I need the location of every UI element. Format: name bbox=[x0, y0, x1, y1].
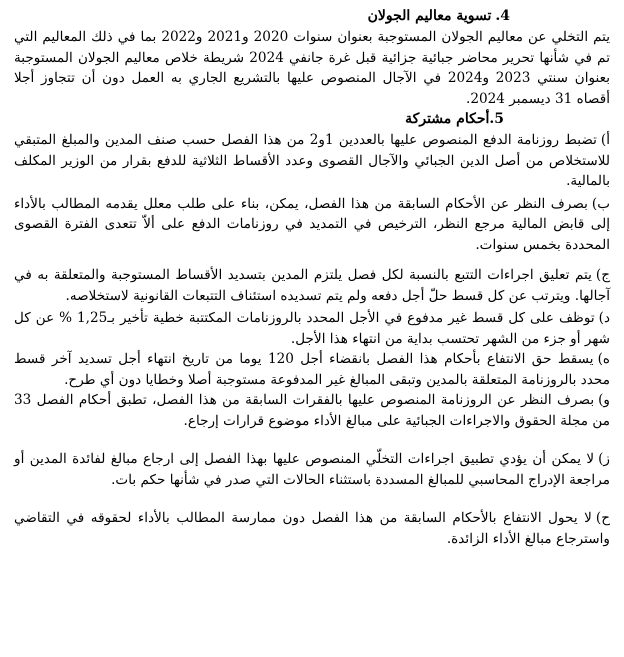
list-item-d bbox=[14, 308, 610, 349]
section-5-title: أحكام مشتركة bbox=[405, 111, 490, 127]
list-item-label: ج) bbox=[595, 267, 610, 283]
list-item-label: ز) bbox=[598, 451, 610, 467]
list-item-h bbox=[14, 508, 610, 549]
list-item-f bbox=[14, 390, 610, 431]
list-item-text: لا يحول الانتفاع بالأحكام السابقة من هذا الفصل دون ممارسة المطالب بالأداء لحقوقه في التقاضي واسترجاع مبالغ الأداء الزائدة. bbox=[14, 510, 610, 547]
list-item-b bbox=[14, 194, 610, 256]
list-item-label: و) bbox=[598, 392, 610, 408]
list-item-text: يتم تعليق اجراءات التتبع بالنسبة لكل فصل يلتزم المدين بتسديد الأقساط المستوجبة والمتعلقة به في آجالها. ويترتب عن كل قسط حلّ أجل دفعه ولم يتم تسديده استئناف التتبعات القانونية لاستخلاصه. bbox=[14, 267, 610, 304]
list-item-label: ه) bbox=[597, 351, 610, 367]
section-4-title: تسوية معاليم الجولان bbox=[367, 8, 492, 24]
list-item-text: لا يمكن أن يؤدي تطبيق اجراءات التخلّي المنصوص عليها بهذا الفصل إلى ارجاع مبالغ لفائدة المدين أو مراجعة الإدراج المحاسبي للمبالغ المسددة باستثناء الحالات التي صدر في شأنها حكم بات. bbox=[14, 451, 610, 488]
list-item-text: بصرف النظر عن الأحكام السابقة من هذا الفصل، يمكن، بناء على طلب معلل يقدمه المطالب بالأداء إلى قابض المالية مرجع النظر، الترخيص في التمديد في روزنامات الدفع على ألاّ تتعدى الفترة القصوى المحددة بخمس سنوات. bbox=[14, 195, 610, 253]
section-5-number: 5. bbox=[489, 111, 504, 127]
section-5-heading bbox=[14, 109, 610, 130]
list-item-text: تضبط روزنامة الدفع المنصوص عليها بالعددين 1و2 من هذا الفصل حسب صنف المدين والمبلغ المتبقي للاستخلاص من أصل الدين الجبائي والآجال القصوى وعدد الأقساط الثلاثية للدفع بقرار من الوزير المكلف بالمالية. bbox=[14, 132, 610, 189]
list-item-label: ح) bbox=[595, 510, 610, 526]
list-item-a bbox=[14, 130, 610, 192]
section-4-heading bbox=[14, 6, 610, 27]
list-item-e bbox=[14, 349, 610, 390]
list-item-text: يسقط حق الانتفاع بأحكام هذا الفصل بانقضاء أجل 120 يوما من تاريخ انتهاء أجل تسديد آخر قسط محدد بالروزنامة المتعلقة بالمدين وتبقى المبالغ غير المدفوعة مستوجبة أصلا وخطايا دون أي طرح. bbox=[14, 351, 610, 388]
list-item-text: بصرف النظر عن الروزنامة المنصوص عليها بالفقرات السابقة من هذا الفصل، تطبق أحكام الفصل 33 من مجلة الحقوق والاجراءات الجبائية على مبالغ الأداء موضوع قرارات إرجاع. bbox=[14, 392, 610, 429]
list-item-label: أ) bbox=[600, 132, 611, 148]
list-item-label: ب) bbox=[591, 195, 610, 212]
list-item-c bbox=[14, 265, 610, 306]
section-4-number: 4. bbox=[495, 8, 510, 24]
section-4-text: يتم التخلي عن معاليم الجولان المستوجبة بعنوان سنوات 2020 و2021 و2022 بما في ذلك المعاليم التي تم في شأنها تحرير محاضر جبائية جزائية قبل غرة جانفي 2024 شريطة خلاص معاليم الجولان المستوجبة بعنوان سنتي 2023 و2024 في الآجال المنصوص عليها بالتشريع الجاري به العمل دون أن تتجاوز أجلا أقصاه 31 ديسمبر 2024. bbox=[14, 29, 611, 107]
list-item-g bbox=[14, 449, 610, 490]
list-item-text: توظف على كل قسط غير مدفوع في الأجل المحدد بالروزنامات المكتتبة خطية تأخير بـ1,25 % عن كل شهر أو جزء من الشهر تحتسب بداية من انتهاء هذا الأجل. bbox=[14, 310, 610, 347]
list-item-label: د) bbox=[598, 310, 611, 326]
